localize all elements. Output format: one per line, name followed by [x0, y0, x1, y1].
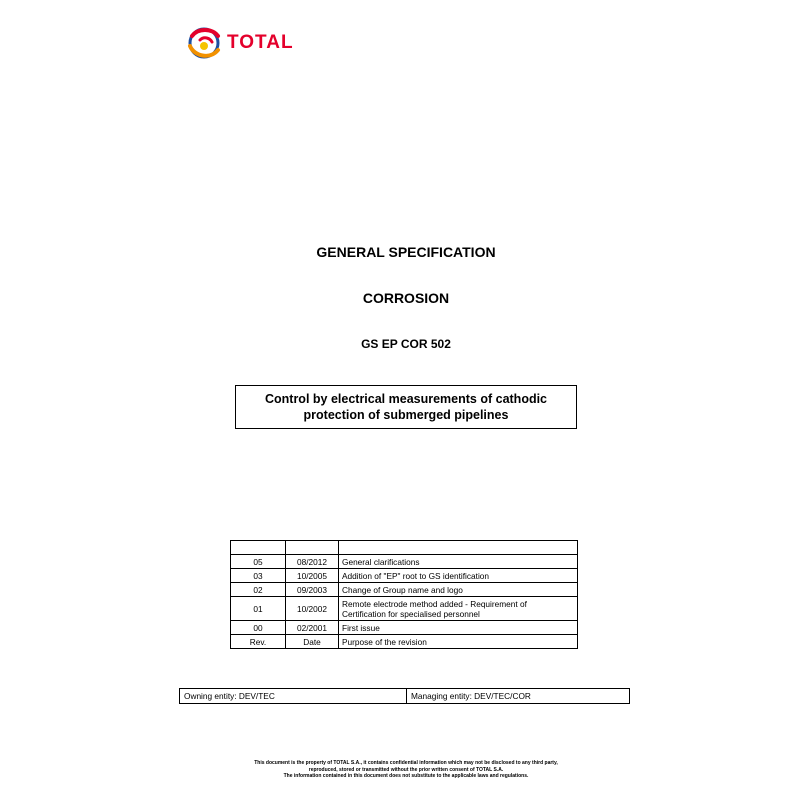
- purpose-header: Purpose of the revision: [339, 635, 578, 649]
- company-logo: [186, 26, 294, 60]
- purpose-line-1: Remote electrode method added - Requirement of: [342, 598, 527, 609]
- date-header: Date: [286, 635, 339, 649]
- rev-cell: 03: [231, 569, 286, 583]
- purpose-cell: First issue: [339, 621, 578, 635]
- table-header-row: [231, 635, 578, 649]
- purpose-line-2: Certification for specialised personnel: [342, 608, 480, 619]
- rev-cell: 02: [231, 583, 286, 597]
- table-row: [231, 541, 578, 555]
- document-type-heading: GENERAL SPECIFICATION: [316, 244, 496, 260]
- document-reference: GS EP COR 502: [361, 337, 451, 351]
- rev-cell: 00: [231, 621, 286, 635]
- table-row: [231, 597, 578, 621]
- footer-line-1: This document is the property of TOTAL S.A., it contains confidential information which may not be disclosed to any third party,: [254, 760, 558, 766]
- document-title-box: [235, 385, 577, 429]
- footer-line-2: reproduced, stored or transmitted without the prior written consent of TOTAL S.A.: [308, 766, 504, 773]
- rev-header: Rev.: [231, 635, 286, 649]
- discipline-heading: CORROSION: [362, 290, 450, 306]
- confidentiality-footer: [0, 760, 800, 780]
- purpose-cell: Change of Group name and logo: [339, 583, 578, 597]
- date-cell: 10/2002: [286, 597, 339, 621]
- purpose-cell: General clarifications: [339, 555, 578, 569]
- date-cell: 02/2001: [286, 621, 339, 635]
- entity-box: [179, 688, 630, 704]
- date-cell: 08/2012: [286, 555, 339, 569]
- total-logo-icon: [186, 26, 222, 60]
- title-line-1: Control by electrical measurements of cathodic: [264, 392, 548, 406]
- table-row: [231, 621, 578, 635]
- footer-line-3: The information contained in this document does not substitute to the applicable laws and regulations.: [283, 773, 529, 779]
- logo-wordmark: TOTAL: [227, 32, 294, 53]
- purpose-cell: [339, 597, 578, 621]
- table-row: [231, 583, 578, 597]
- owning-entity: Owning entity: DEV/TEC: [180, 689, 407, 703]
- purpose-cell: Addition of "EP" root to GS identification: [339, 569, 578, 583]
- date-cell: 09/2003: [286, 583, 339, 597]
- revision-table: [230, 540, 578, 649]
- rev-cell: 05: [231, 555, 286, 569]
- rev-cell: 01: [231, 597, 286, 621]
- managing-entity: Managing entity: DEV/TEC/COR: [411, 691, 531, 701]
- date-cell: 10/2005: [286, 569, 339, 583]
- title-line-2: protection of submerged pipelines: [303, 408, 509, 422]
- table-row: [231, 569, 578, 583]
- table-row: [231, 555, 578, 569]
